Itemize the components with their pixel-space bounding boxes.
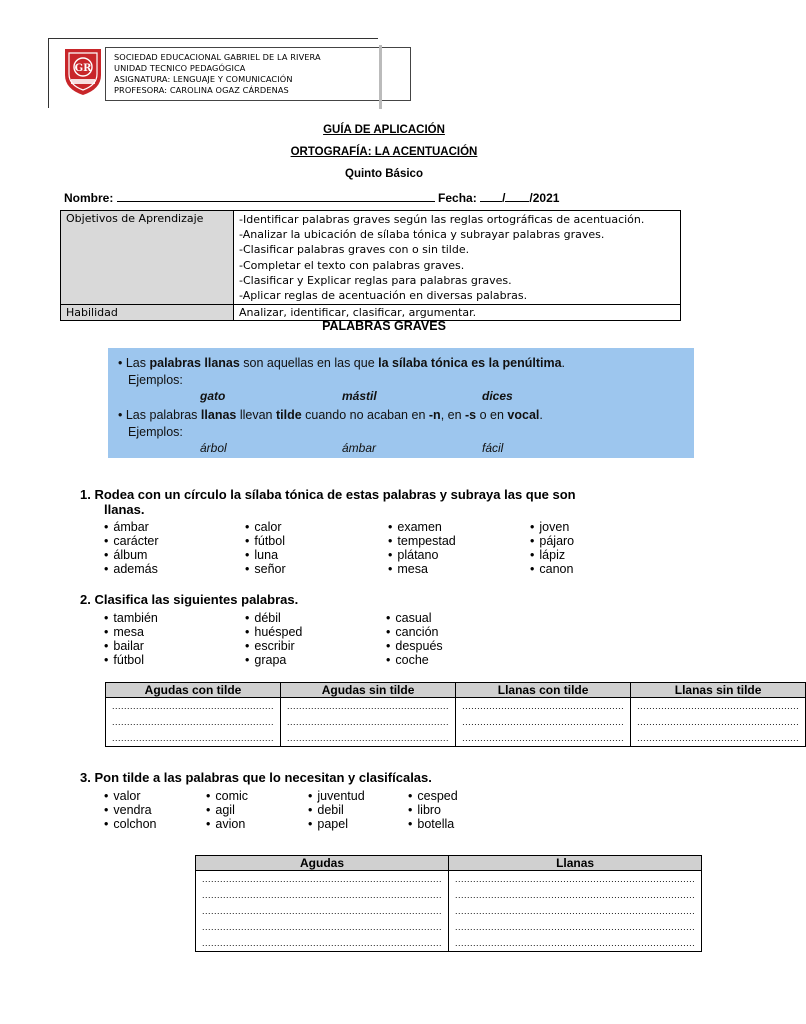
header-line: UNIDAD TECNICO PEDAGÓGICA — [114, 63, 246, 73]
word-item: • valor — [104, 789, 140, 803]
classification-table-2 — [195, 855, 702, 952]
answer-cell[interactable]: ...................................................... ...................................................... ...................................................... — [456, 698, 631, 747]
objective-item: -Clasificar y Explicar reglas para palabras graves. — [239, 273, 512, 287]
example-word: dices — [482, 389, 513, 403]
header-text-box — [105, 47, 411, 101]
objectives-label: Objetivos de Aprendizaje — [61, 211, 234, 305]
word-item: • carácter — [104, 534, 159, 548]
header-line: ASIGNATURA: LENGUAJE Y COMUNICACIÓN — [114, 74, 293, 84]
example-word: árbol — [200, 441, 227, 455]
word-item: • canon — [530, 562, 573, 576]
school-header — [48, 38, 378, 108]
svg-text:GR: GR — [74, 63, 92, 74]
rules-info-box — [108, 348, 694, 458]
exercise-1-title-cont: llanas. — [104, 502, 145, 517]
year-text: /2021 — [529, 191, 560, 205]
word-item: • colchon — [104, 817, 156, 831]
word-item: • débil — [245, 611, 281, 625]
guide-title: GUÍA DE APLICACIÓN — [323, 124, 445, 136]
example-word: gato — [200, 389, 226, 403]
answer-cell[interactable]: ................................................................................ ................................................................................ ................................................................................ ................................................................................ ................................................................................ — [449, 871, 702, 952]
word-item: • fútbol — [245, 534, 285, 548]
header-line: SOCIEDAD EDUCACIONAL GABRIEL DE LA RIVERA — [114, 52, 321, 62]
word-item: • agil — [206, 803, 235, 817]
rule-llanas: • Las palabras llanas son aquellas en las que la sílaba tónica es la penúltima. — [118, 356, 566, 370]
word-item: • fútbol — [104, 653, 144, 667]
month-field[interactable] — [505, 190, 529, 202]
word-item: • lápiz — [530, 548, 565, 562]
section-title: PALABRAS GRAVES — [322, 319, 446, 333]
word-item: • canción — [386, 625, 438, 639]
word-item: • debil — [308, 803, 344, 817]
word-item: • tempestad — [388, 534, 456, 548]
exercise-2-title: 2. Clasifica las siguientes palabras. — [80, 592, 299, 607]
word-item: • botella — [408, 817, 454, 831]
word-item: • bailar — [104, 639, 144, 653]
answer-cell[interactable]: ................................................................................ ................................................................................ ................................................................................ ................................................................................ ................................................................................ — [196, 871, 449, 952]
habilidad-value: Analizar, identificar, clasificar, argumentar. — [234, 305, 681, 321]
word-item: • libro — [408, 803, 441, 817]
exercise-3-title: 3. Pon tilde a las palabras que lo necesitan y clasifícalas. — [80, 770, 432, 785]
table-header: Llanas sin tilde — [631, 683, 806, 698]
school-logo-icon — [61, 45, 105, 97]
topic-title: ORTOGRAFÍA: LA ACENTUACIÓN — [290, 146, 478, 158]
classification-table-1 — [105, 682, 806, 747]
table-header: Agudas sin tilde — [281, 683, 456, 698]
objective-item: -Clasificar palabras graves con o sin tilde. — [239, 243, 470, 257]
word-item: • papel — [308, 817, 348, 831]
day-field[interactable] — [480, 190, 502, 202]
objectives-list — [234, 211, 681, 305]
ejemplos-label: Ejemplos: — [128, 373, 183, 387]
word-item: • luna — [245, 548, 278, 562]
word-item: • avion — [206, 817, 245, 831]
objective-item: -Analizar la ubicación de sílaba tónica y subrayar palabras graves. — [239, 228, 605, 242]
example-word: fácil — [482, 441, 504, 455]
answer-cell[interactable]: ...................................................... ...................................................... ...................................................... — [281, 698, 456, 747]
objective-item: -Identificar palabras graves según las reglas ortográficas de acentuación. — [239, 213, 645, 226]
word-item: • examen — [388, 520, 442, 534]
word-item: • ámbar — [104, 520, 149, 534]
word-item: • álbum — [104, 548, 147, 562]
objective-item: -Aplicar reglas de acentuación en diversas palabras. — [239, 289, 528, 303]
word-item: • escribir — [245, 639, 295, 653]
header-shadow — [379, 45, 382, 109]
rule-tilde: • Las palabras llanas llevan tilde cuando no acaban en -n, en -s o en vocal. — [118, 408, 543, 422]
word-item: • juventud — [308, 789, 365, 803]
word-item: • cesped — [408, 789, 458, 803]
answer-cell[interactable]: ...................................................... ...................................................... ...................................................... — [631, 698, 806, 747]
word-item: • casual — [386, 611, 432, 625]
table-header: Agudas con tilde — [106, 683, 281, 698]
nombre-label: Nombre: — [64, 191, 114, 205]
example-word: mástil — [342, 389, 377, 403]
student-info-line: Nombre: Fecha: / /2021 — [64, 191, 560, 205]
ejemplos-label: Ejemplos: — [128, 425, 183, 439]
word-item: • grapa — [245, 653, 286, 667]
word-item: • además — [104, 562, 158, 576]
word-item: • mesa — [104, 625, 144, 639]
word-item: • coche — [386, 653, 429, 667]
objectives-table — [60, 210, 681, 321]
objective-item: -Completar el texto con palabras graves. — [239, 258, 465, 272]
word-item: • plátano — [388, 548, 438, 562]
fecha-label: Fecha: — [438, 191, 477, 205]
word-item: • vendra — [104, 803, 152, 817]
word-item: • señor — [245, 562, 286, 576]
word-item: • huésped — [245, 625, 302, 639]
word-item: • después — [386, 639, 443, 653]
habilidad-label: Habilidad — [61, 305, 234, 321]
answer-cell[interactable]: ...................................................... ...................................................... ...................................................... — [106, 698, 281, 747]
word-item: • pájaro — [530, 534, 574, 548]
table-header: Agudas — [196, 856, 449, 871]
word-item: • mesa — [388, 562, 428, 576]
nombre-field[interactable] — [117, 190, 435, 202]
exercise-1-title: 1. Rodea con un círculo la sílaba tónica de estas palabras y subraya las que son — [80, 487, 576, 502]
table-header: Llanas con tilde — [456, 683, 631, 698]
word-item: • también — [104, 611, 158, 625]
word-item: • joven — [530, 520, 569, 534]
table-header: Llanas — [449, 856, 702, 871]
word-item: • calor — [245, 520, 281, 534]
grade-title: Quinto Básico — [345, 168, 423, 180]
header-line: PROFESORA: CAROLINA OGAZ CÁRDENAS — [114, 85, 289, 95]
example-word: ámbar — [342, 441, 377, 455]
word-item: • comic — [206, 789, 248, 803]
